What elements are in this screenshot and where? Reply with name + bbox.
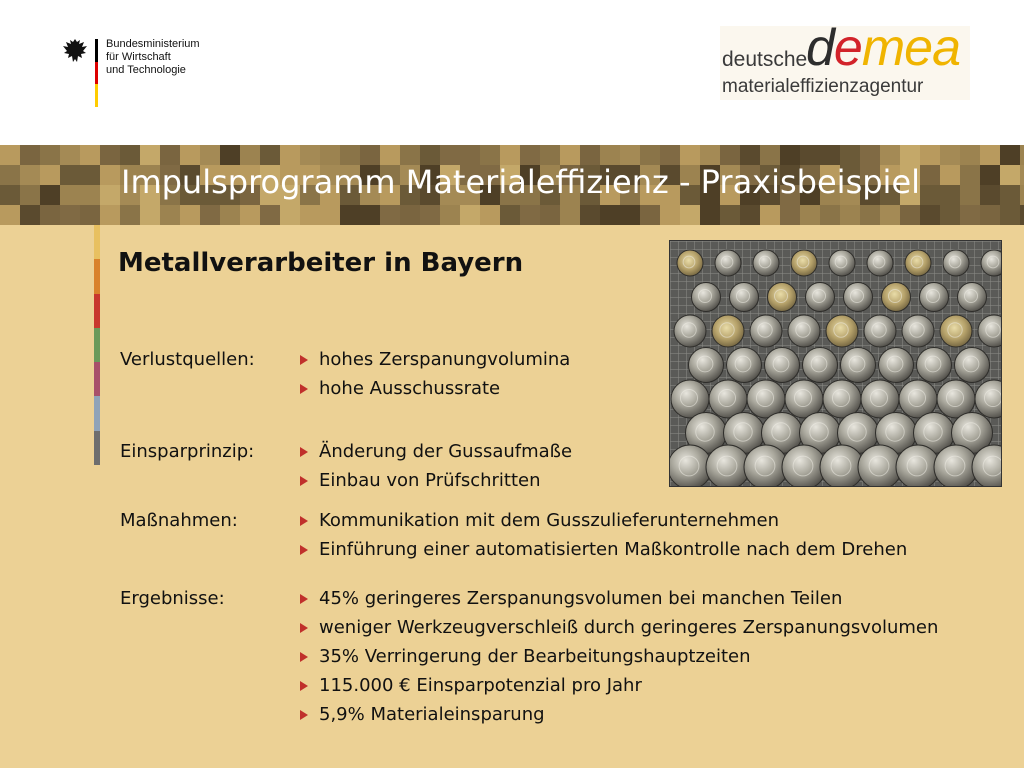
color-stripe: [94, 396, 100, 430]
logo-letter: m: [861, 19, 905, 77]
logo-word-agency: materialeffizienzagentur: [722, 76, 924, 97]
section-label: Ergebnisse:: [120, 588, 225, 609]
list-item-text: Änderung der Gussaufmaße: [319, 441, 573, 462]
triangle-bullet-icon: [300, 710, 308, 720]
triangle-bullet-icon: [300, 623, 308, 633]
triangle-bullet-icon: [300, 681, 308, 691]
triangle-bullet-icon: [300, 447, 308, 457]
list-item-text: 35% Verringerung der Bearbeitungshauptzeiten: [319, 646, 751, 667]
german-flag-bar: [95, 39, 98, 107]
section-label: Maßnahmen:: [120, 510, 238, 531]
list-item-text: Einbau von Prüfschritten: [319, 470, 541, 491]
logo-letter: d: [806, 19, 834, 77]
slide-subtitle: Metallverarbeiter in Bayern: [118, 248, 524, 278]
section-label: Einsparprinzip:: [120, 441, 255, 462]
list-item-text: 5,9% Materialeinsparung: [319, 704, 545, 725]
list-item-text: Einführung einer automatisierten Maßkontrolle nach dem Drehen: [319, 539, 908, 560]
color-stripe: [94, 362, 100, 396]
list-item-text: hohe Ausschussrate: [319, 378, 501, 399]
list-item-text: weniger Werkzeugverschleiß durch geringeres Zerspanungsvolumen: [319, 617, 939, 638]
title-band: [0, 145, 1024, 225]
ministry-line: Bundesministerium: [106, 38, 200, 50]
logo-letter: a: [932, 19, 961, 77]
ministry-line: für Wirtschaft: [106, 51, 171, 63]
triangle-bullet-icon: [300, 476, 308, 486]
triangle-bullet-icon: [300, 545, 308, 555]
page-title: Impulsprogramm Materialeffizienz - Praxisbeispiel: [121, 163, 921, 201]
section-label: Verlustquellen:: [120, 349, 255, 370]
logo-word-demea: [806, 20, 960, 76]
color-stripe: [94, 328, 100, 362]
triangle-bullet-icon: [300, 355, 308, 365]
ministry-name: [106, 38, 200, 77]
ministry-line: und Technologie: [106, 64, 186, 76]
color-stripe: [94, 294, 100, 328]
list-item-text: 45% geringeres Zerspanungsvolumen bei manchen Teilen: [319, 588, 843, 609]
list-item-text: hohes Zerspanungvolumina: [319, 349, 571, 370]
color-stripe: [94, 225, 100, 259]
metal-parts-photo: [669, 240, 1002, 487]
header: [0, 0, 1024, 145]
triangle-bullet-icon: [300, 594, 308, 604]
list-item-text: Kommunikation mit dem Gusszulieferunternehmen: [319, 510, 780, 531]
color-stripe: [94, 431, 100, 465]
federal-eagle-icon: [60, 36, 90, 66]
color-stripe: [94, 259, 100, 293]
logo-letter: e: [833, 19, 862, 77]
triangle-bullet-icon: [300, 516, 308, 526]
logo-letter: e: [904, 19, 933, 77]
triangle-bullet-icon: [300, 384, 308, 394]
demea-logo: [720, 19, 970, 100]
color-stripes: [94, 225, 100, 465]
triangle-bullet-icon: [300, 652, 308, 662]
list-item-text: 115.000 € Einsparpotenzial pro Jahr: [319, 675, 642, 696]
logo-word-deutsche: deutsche: [722, 48, 808, 71]
